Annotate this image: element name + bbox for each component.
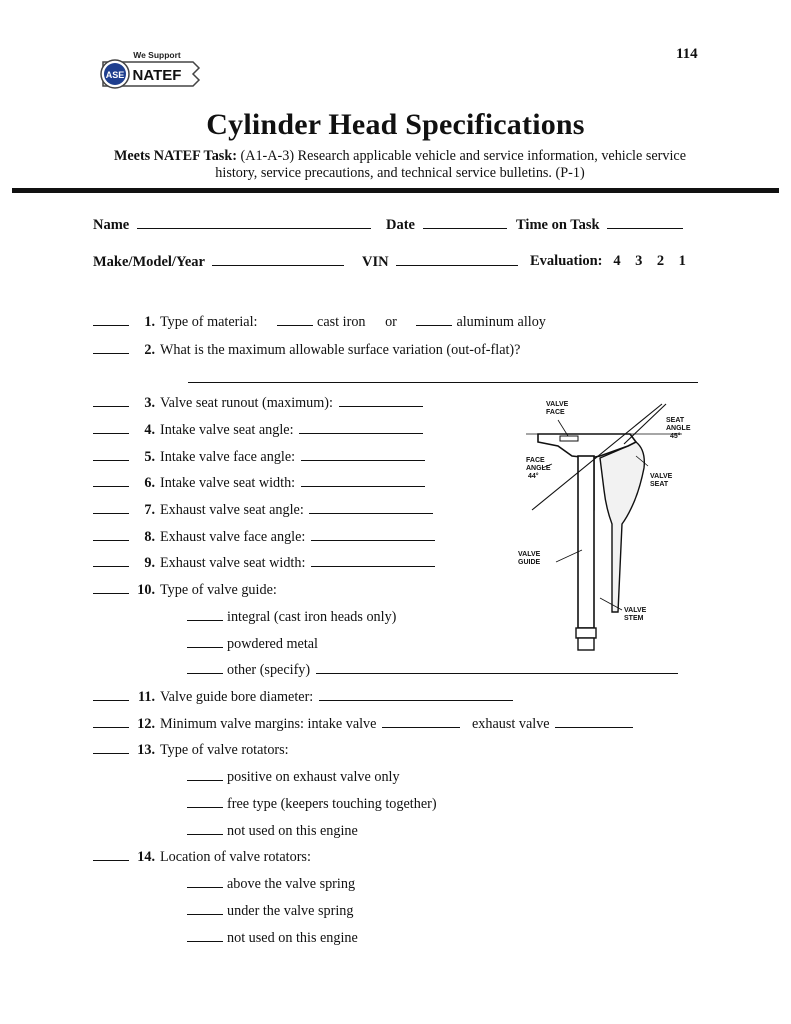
- q13-option-positive: [187, 769, 400, 786]
- label-seat-angle-3: 45°: [670, 433, 681, 440]
- option-blank[interactable]: [187, 930, 223, 942]
- answer-line[interactable]: [339, 395, 423, 407]
- question-number: 4.: [144, 422, 155, 438]
- svg-text:ANGLE: [526, 465, 551, 472]
- label-valve-guide-1: VALVE: [518, 551, 541, 558]
- time-on-task-field: [516, 216, 683, 234]
- option-text: free type (keepers touching together): [227, 796, 437, 812]
- or-text: or: [385, 314, 397, 330]
- question-number: 3.: [144, 395, 155, 411]
- question-text: Valve guide bore diameter:: [160, 689, 314, 705]
- question-number: 1.: [144, 314, 155, 330]
- question-text: Type of valve guide:: [160, 582, 277, 598]
- answer-line[interactable]: [311, 555, 435, 567]
- aluminum-blank[interactable]: [416, 314, 452, 326]
- q14-option-under: [187, 903, 353, 920]
- answer-blank[interactable]: [93, 529, 129, 541]
- header-divider: [12, 188, 779, 193]
- option-text: other (specify): [227, 662, 311, 678]
- answer-blank[interactable]: [93, 342, 129, 354]
- date-input-line[interactable]: [423, 216, 507, 229]
- question-6: [93, 475, 425, 492]
- name-field: [93, 216, 371, 234]
- page-number: 114: [676, 46, 698, 62]
- question-2-answer-line[interactable]: [188, 371, 698, 383]
- option-text: integral (cast iron heads only): [227, 609, 397, 625]
- question-text: Location of valve rotators:: [160, 849, 311, 865]
- time-on-task-label: Time on Task: [516, 217, 600, 233]
- evaluation-label: Evaluation:: [530, 253, 603, 269]
- label-valve-face-1: VALVE: [546, 401, 569, 408]
- svg-text:VALVE: [650, 473, 673, 480]
- q10-option-powdered-metal: [187, 636, 318, 653]
- svg-text:ANGLE: [666, 425, 691, 432]
- svg-text:44°: [528, 472, 539, 480]
- label-valve-face-2: FACE: [546, 409, 565, 416]
- question-text: Exhaust valve seat angle:: [160, 502, 304, 518]
- question-text: Valve seat runout (maximum):: [160, 395, 333, 411]
- label-valve-seat-1: VALVE: [650, 473, 673, 480]
- svg-text:FACE: [526, 457, 545, 464]
- label-face-angle-3: 44°: [528, 473, 539, 480]
- question-text: Minimum valve margins: intake valve: [160, 716, 377, 732]
- question-text: Intake valve face angle:: [160, 449, 296, 465]
- answer-blank[interactable]: [93, 716, 129, 728]
- question-text: Exhaust valve face angle:: [160, 529, 306, 545]
- option-aluminum: aluminum alloy: [456, 314, 546, 330]
- question-number: 5.: [144, 449, 155, 465]
- svg-text:STEM: [624, 615, 644, 622]
- question-number: 7.: [144, 502, 155, 518]
- question-number: 13.: [137, 742, 155, 758]
- valve-stem: [578, 456, 594, 628]
- answer-blank[interactable]: [93, 582, 129, 594]
- q10-option-integral: [187, 609, 396, 626]
- date-label: Date: [386, 217, 415, 233]
- answer-blank[interactable]: [93, 314, 129, 326]
- question-8: [93, 529, 435, 546]
- question-text: Intake valve seat angle:: [160, 422, 294, 438]
- logo-name: NATEF: [132, 67, 182, 84]
- cast-iron-blank[interactable]: [277, 314, 313, 326]
- question-text: Exhaust valve seat width:: [160, 555, 306, 571]
- make-model-year-field: [93, 253, 344, 271]
- question-number: 11.: [138, 689, 155, 705]
- svg-text:VALVE: [518, 551, 541, 558]
- answer-line[interactable]: [301, 475, 425, 487]
- label-valve-stem-1: VALVE: [624, 607, 647, 614]
- vin-field: [362, 253, 518, 271]
- task-label: Meets NATEF Task:: [113, 148, 237, 164]
- svg-text:VALVE: [546, 401, 569, 408]
- question-number: 2.: [144, 342, 155, 358]
- label-face-angle-2: ANGLE: [526, 465, 551, 472]
- intake-margin-line[interactable]: [382, 716, 460, 728]
- option-text: above the valve spring: [227, 876, 356, 892]
- question-14: [93, 849, 311, 866]
- question-2: [93, 342, 520, 359]
- svg-text:FACE: [546, 409, 565, 416]
- option-text: positive on exhaust valve only: [227, 769, 400, 785]
- name-input-line[interactable]: [137, 216, 371, 229]
- option-blank[interactable]: [187, 769, 223, 781]
- q14-option-above: [187, 876, 355, 893]
- answer-blank[interactable]: [93, 422, 129, 434]
- question-9: [93, 555, 435, 572]
- question-3: [93, 395, 423, 412]
- question-13: [93, 742, 289, 759]
- cylinder-head-section: [600, 442, 644, 612]
- exhaust-margin-line[interactable]: [555, 716, 633, 728]
- answer-blank[interactable]: [93, 449, 129, 461]
- answer-blank[interactable]: [93, 742, 129, 754]
- answer-blank[interactable]: [93, 475, 129, 487]
- answer-blank[interactable]: [93, 502, 129, 514]
- question-text: What is the maximum allowable surface variation (out-of-flat)?: [160, 342, 521, 358]
- option-text: under the valve spring: [227, 903, 354, 919]
- q10-option-other: [187, 662, 678, 679]
- answer-blank[interactable]: [93, 555, 129, 567]
- answer-blank[interactable]: [93, 395, 129, 407]
- question-5: [93, 449, 425, 466]
- label-seat-angle-2: ANGLE: [666, 425, 691, 432]
- logo-badge-text: ASE: [105, 70, 125, 80]
- question-7: [93, 502, 433, 519]
- svg-text:SEAT: [666, 417, 685, 424]
- task-description: [95, 148, 705, 182]
- option-cast-iron: cast iron: [317, 314, 366, 330]
- option-blank[interactable]: [187, 876, 223, 888]
- valve-diagram: [512, 398, 691, 658]
- question-number: 8.: [144, 529, 155, 545]
- evaluation-scores[interactable]: 4 3 2 1: [613, 253, 686, 269]
- specify-line[interactable]: [316, 662, 678, 674]
- question-text: Type of valve rotators:: [160, 742, 289, 758]
- svg-text:45°: [670, 432, 681, 440]
- svg-text:VALVE: [624, 607, 647, 614]
- exhaust-valve-label: exhaust valve: [472, 716, 550, 732]
- option-text: not used on this engine: [227, 930, 358, 946]
- option-blank[interactable]: [187, 609, 223, 621]
- answer-blank[interactable]: [93, 849, 129, 861]
- option-text: not used on this engine: [227, 823, 358, 839]
- label-valve-seat-2: SEAT: [650, 481, 669, 488]
- task-text: (A1-A-3) Research applicable vehicle and service information, vehicle service history, service precautions, and technical service bulletins. (P-1): [215, 148, 687, 181]
- answer-line[interactable]: [311, 529, 435, 541]
- time-on-task-input-line[interactable]: [607, 216, 683, 229]
- option-blank[interactable]: [187, 636, 223, 648]
- question-10: [93, 582, 277, 599]
- question-number: 9.: [144, 555, 155, 571]
- label-face-angle-1: FACE: [526, 457, 545, 464]
- question-1: [93, 314, 546, 331]
- option-text: powdered metal: [227, 636, 318, 652]
- option-blank[interactable]: [187, 903, 223, 915]
- answer-line[interactable]: [301, 449, 425, 461]
- question-number: 6.: [144, 475, 155, 491]
- evaluation-field: [530, 253, 686, 270]
- date-field: [386, 216, 507, 234]
- logo-tagline: We Support: [133, 50, 181, 60]
- option-blank[interactable]: [187, 823, 223, 835]
- q13-option-not-used: [187, 823, 358, 840]
- answer-line[interactable]: [299, 422, 423, 434]
- page-title: Cylinder Head Specifications: [206, 108, 585, 141]
- vin-input-line[interactable]: [396, 253, 518, 266]
- label-valve-guide-2: GUIDE: [518, 559, 541, 566]
- question-11: [93, 689, 513, 706]
- answer-blank[interactable]: [93, 689, 129, 701]
- svg-text:GUIDE: [518, 559, 541, 566]
- question-12: [93, 716, 633, 733]
- vin-label: VIN: [362, 254, 389, 270]
- answer-line[interactable]: [309, 502, 433, 514]
- label-seat-angle-1: SEAT: [666, 417, 685, 424]
- label-valve-stem-2: STEM: [624, 615, 644, 622]
- question-number: 14.: [137, 849, 155, 865]
- option-blank[interactable]: [187, 662, 223, 674]
- make-model-year-label: Make/Model/Year: [93, 254, 205, 270]
- question-text: Intake valve seat width:: [160, 475, 296, 491]
- question-4: [93, 422, 423, 439]
- option-blank[interactable]: [187, 796, 223, 808]
- svg-text:SEAT: [650, 481, 669, 488]
- q14-option-not-used: [187, 930, 358, 947]
- name-label: Name: [93, 217, 130, 233]
- question-number: 10.: [137, 582, 155, 598]
- q13-option-free-type: [187, 796, 437, 813]
- question-text: Type of material:: [160, 314, 258, 330]
- make-model-year-input-line[interactable]: [212, 253, 344, 266]
- natef-logo: [97, 44, 213, 94]
- answer-line[interactable]: [319, 689, 513, 701]
- question-number: 12.: [137, 716, 155, 732]
